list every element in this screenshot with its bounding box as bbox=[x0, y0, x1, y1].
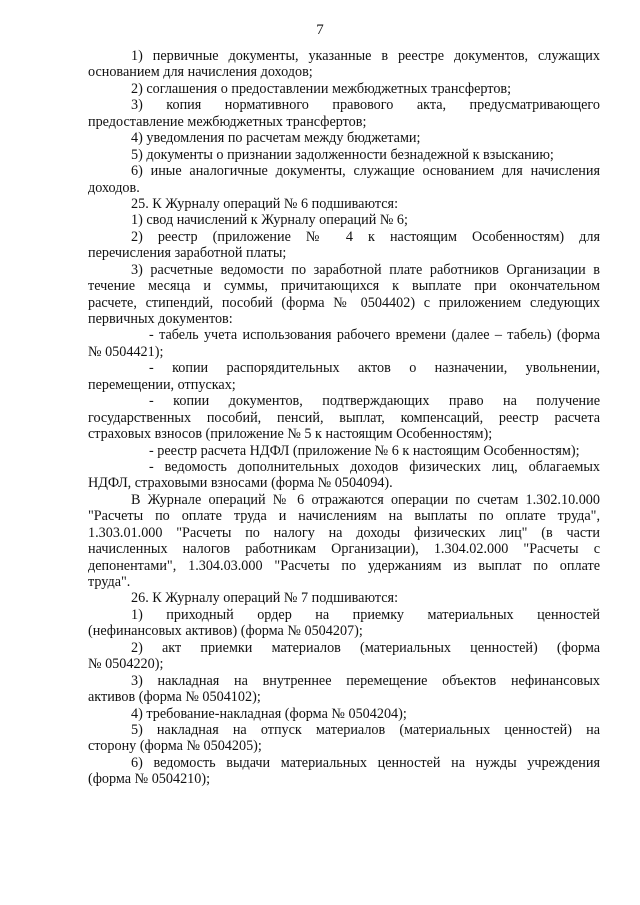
text-line: № 0504220); bbox=[88, 656, 164, 673]
text-line: перемещении, отпусках; bbox=[88, 376, 236, 393]
text-line: 1.303.01.000 "Расчеты по налогу на доходы физических лиц" (в части bbox=[88, 524, 600, 541]
text-line: 4) уведомления по расчетам между бюджетами; bbox=[131, 130, 421, 147]
text-line: - копии распорядительных актов о назначении, увольнении, bbox=[149, 360, 600, 377]
text-line: - реестр расчета НДФЛ (приложение № 6 к настоящим Особенностям); bbox=[149, 442, 580, 459]
text-line: НДФЛ, страховыми взносами (форма № 0504094). bbox=[88, 475, 393, 492]
text-line: В Журнале операций № 6 отражаются операции по счетам 1.302.10.000 bbox=[131, 491, 600, 508]
text-line: - табель учета использования рабочего времени (далее – табель) (форма bbox=[149, 327, 600, 344]
text-line: страховых взносов (приложение № 5 к настоящим Особенностям); bbox=[88, 426, 493, 443]
text-line: первичных документов: bbox=[88, 311, 233, 327]
text-line: депонентами", 1.304.03.000 "Расчеты по удержаниям из выплат по оплате bbox=[88, 557, 600, 574]
text-line: труда". bbox=[88, 574, 131, 590]
text-line: сторону (форма № 0504205); bbox=[88, 738, 262, 755]
text-line: 25. К Журналу операций № 6 подшиваются: bbox=[131, 195, 399, 212]
text-line: 2) реестр (приложение № 4 к настоящим Особенностям) для bbox=[131, 228, 600, 245]
text-line: - копии документов, подтверждающих право на получение bbox=[149, 393, 600, 410]
text-line: 1) первичные документы, указанные в реестре документов, служащих bbox=[131, 48, 600, 64]
text-line: 3) расчетные ведомости по заработной плате работников Организации в bbox=[131, 261, 600, 278]
text-line: "Расчеты по оплате труда и начислениям на выплаты по оплате труда", bbox=[88, 508, 600, 525]
text-line: 2) акт приемки материалов (материальных ценностей) (форма bbox=[131, 639, 600, 656]
text-line: доходов. bbox=[88, 179, 140, 196]
text-line: предоставление межбюджетных трансфертов; bbox=[88, 113, 367, 130]
text-line: перечисления заработной платы; bbox=[88, 245, 287, 262]
text-line: 1) свод начислений к Журналу операций № 6; bbox=[131, 212, 408, 229]
text-line: основанием для начисления доходов; bbox=[88, 64, 313, 81]
page-number: 7 bbox=[316, 22, 324, 38]
text-line: 26. К Журналу операций № 7 подшиваются: bbox=[131, 590, 399, 607]
text-line: 5) документы о признании задолженности безнадежной к взысканию; bbox=[131, 146, 554, 163]
text-line: расчете, стипендий, пособий (форма № 0504402) с приложением следующих bbox=[88, 294, 600, 311]
text-line: активов (форма № 0504102); bbox=[88, 689, 261, 706]
text-line: 5) накладная на отпуск материалов (материальных ценностей) на bbox=[131, 721, 600, 738]
text-line: 4) требование-накладная (форма № 0504204); bbox=[131, 705, 407, 722]
text-line: течение месяца и суммы, причитающихся к выплате при окончательном bbox=[88, 278, 600, 295]
text-line: 6) иные аналогичные документы, служащие основанием для начисления bbox=[131, 163, 600, 180]
text-line: - ведомость дополнительных доходов физических лиц, облагаемых bbox=[149, 458, 600, 475]
text-line: 1) приходный ордер на приемку материальных ценностей bbox=[131, 606, 600, 623]
text-line: № 0504421); bbox=[88, 343, 164, 360]
text-line: (нефинансовых активов) (форма № 0504207); bbox=[88, 623, 363, 640]
document-body bbox=[88, 48, 600, 788]
text-line: начисленных налогов работникам Организации), 1.304.02.000 "Расчеты с bbox=[88, 541, 600, 558]
text-line: 3) накладная на внутреннее перемещение объектов нефинансовых bbox=[131, 672, 600, 689]
text-line: 3) копия нормативного правового акта, предусматривающего bbox=[131, 97, 600, 114]
text-line: (форма № 0504210); bbox=[88, 771, 211, 788]
text-line: государственных пособий, пенсий, выплат, компенсаций, реестр расчета bbox=[88, 409, 600, 426]
text-line: 6) ведомость выдачи материальных ценностей на нужды учреждения bbox=[131, 754, 600, 771]
text-line: 2) соглашения о предоставлении межбюджетных трансфертов; bbox=[131, 80, 512, 97]
